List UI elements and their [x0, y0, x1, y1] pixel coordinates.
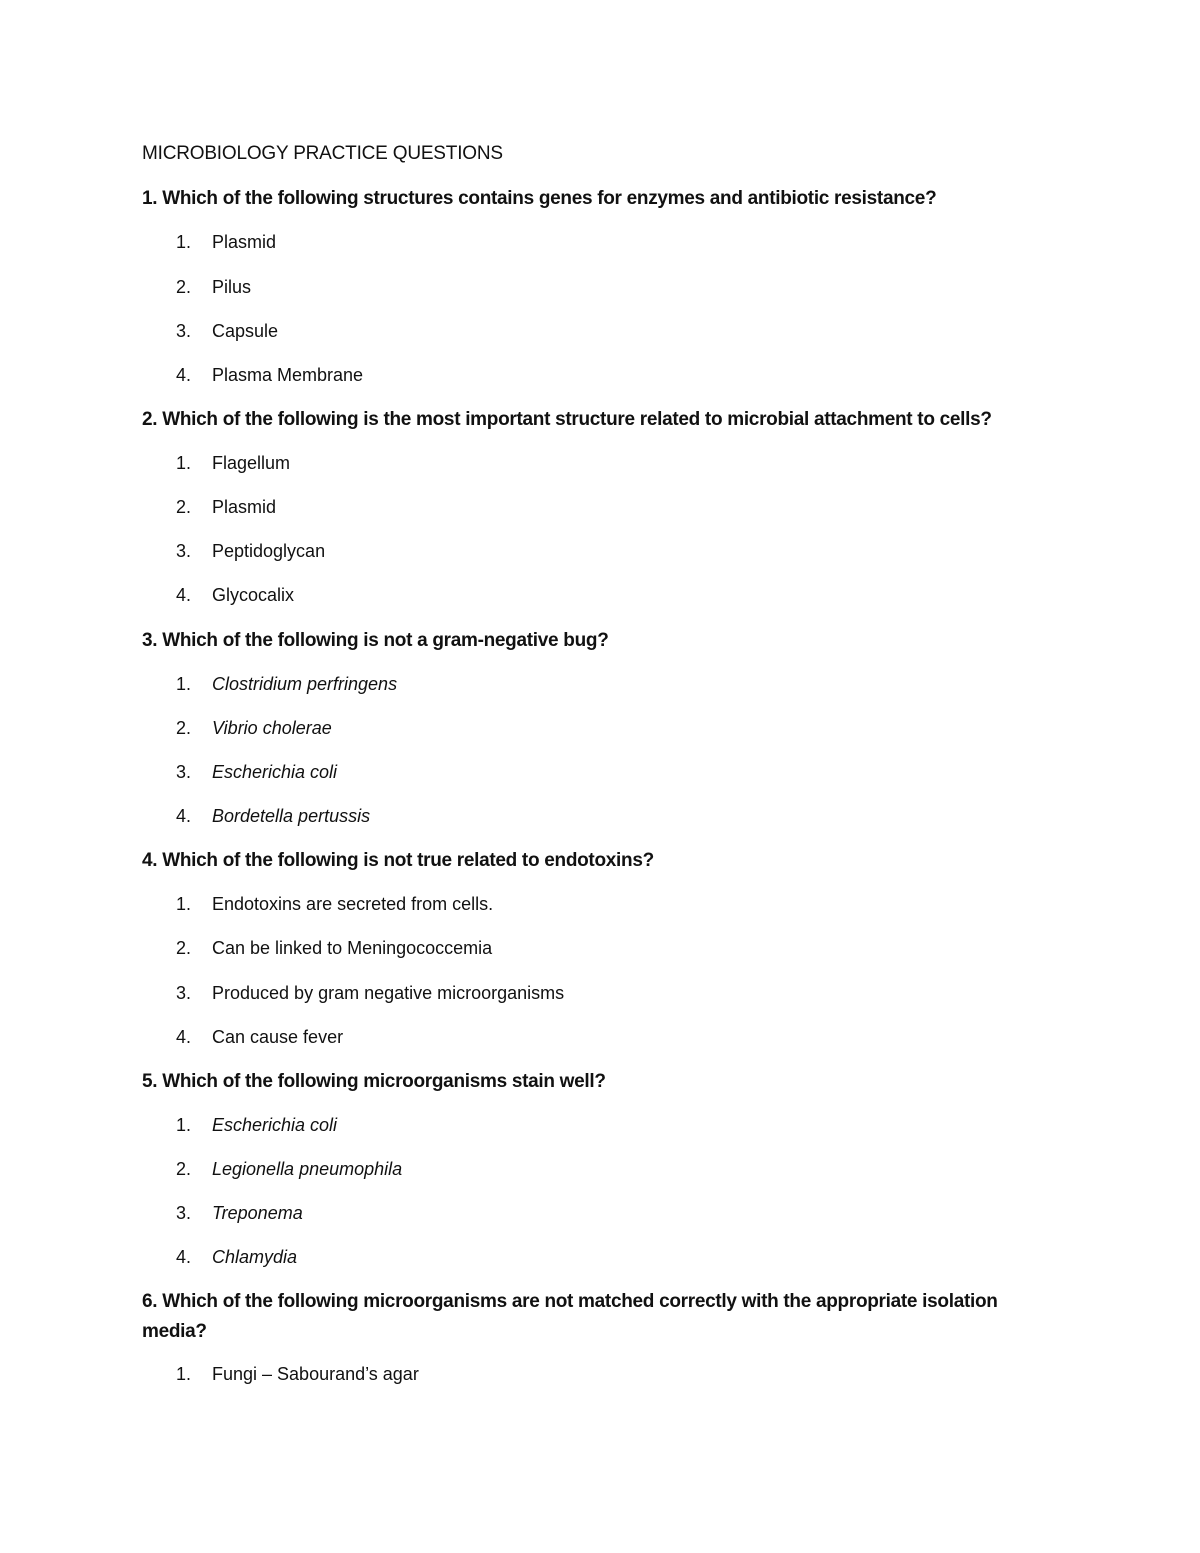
- question-3: 3. Which of the following is not a gram-negative bug?: [142, 630, 609, 651]
- option-text: Plasma Membrane: [212, 365, 364, 385]
- option-number: 4.: [176, 1027, 192, 1047]
- option-number: 1.: [176, 1115, 192, 1135]
- option-1-4: [176, 365, 363, 386]
- option-3-3: [176, 762, 337, 783]
- option-number: 4.: [176, 585, 192, 605]
- option-text: Can cause fever: [212, 1027, 344, 1047]
- document-title: MICROBIOLOGY PRACTICE QUESTIONS: [142, 143, 503, 164]
- option-3-1: [176, 674, 397, 695]
- option-4-2: [176, 938, 492, 959]
- option-number: 2.: [176, 938, 192, 958]
- option-5-1: [176, 1115, 337, 1136]
- option-text: Glycocalix: [212, 585, 295, 605]
- option-1-3: [176, 321, 278, 342]
- option-number: 2.: [176, 718, 192, 738]
- option-text: Endotoxins are secreted from cells.: [212, 894, 494, 914]
- question-1: 1. Which of the following structures contains genes for enzymes and antibiotic resistance?: [142, 188, 937, 209]
- option-text: Can be linked to Meningococcemia: [212, 938, 493, 958]
- option-text: Fungi – Sabourand’s agar: [212, 1364, 419, 1384]
- option-5-2: [176, 1159, 402, 1180]
- option-number: 3.: [176, 321, 192, 341]
- option-2-2: [176, 497, 276, 518]
- option-text: Escherichia coli: [212, 1115, 338, 1135]
- question-4: 4. Which of the following is not true related to endotoxins?: [142, 850, 654, 871]
- option-number: 4.: [176, 365, 192, 385]
- option-number: 4.: [176, 806, 192, 826]
- option-4-1: [176, 894, 493, 915]
- option-text: Capsule: [212, 321, 279, 341]
- option-number: 2.: [176, 277, 192, 297]
- option-text: Pilus: [212, 277, 252, 297]
- option-text: Peptidoglycan: [212, 541, 326, 561]
- option-number: 4.: [176, 1247, 192, 1267]
- option-5-4: [176, 1247, 297, 1268]
- option-text: Escherichia coli: [212, 762, 338, 782]
- option-1-2: [176, 277, 251, 298]
- option-2-3: [176, 541, 325, 562]
- option-number: 3.: [176, 1203, 192, 1223]
- option-number: 1.: [176, 674, 192, 694]
- option-number: 3.: [176, 541, 192, 561]
- question-2: 2. Which of the following is the most important structure related to microbial attachment to cells?: [142, 409, 992, 430]
- option-text: Chlamydia: [212, 1247, 298, 1267]
- option-number: 1.: [176, 453, 192, 473]
- option-text: Produced by gram negative microorganisms: [212, 983, 565, 1003]
- option-2-4: [176, 585, 294, 606]
- option-number: 2.: [176, 1159, 192, 1179]
- option-text: Legionella pneumophila: [212, 1159, 403, 1179]
- option-text: Flagellum: [212, 453, 291, 473]
- option-number: 3.: [176, 983, 192, 1003]
- option-text: Plasmid: [212, 232, 277, 252]
- option-text: Treponema: [212, 1203, 303, 1223]
- option-text: Clostridium perfringens: [212, 674, 398, 694]
- option-number: 1.: [176, 894, 192, 914]
- option-text: Bordetella pertussis: [212, 806, 371, 826]
- option-3-2: [176, 718, 332, 739]
- option-1-1: [176, 232, 276, 253]
- option-3-4: [176, 806, 370, 827]
- question-6: 6. Which of the following microorganisms are not matched correctly with the appropriate isolation media?: [142, 1291, 998, 1342]
- option-2-1: [176, 453, 290, 474]
- option-text: Vibrio cholerae: [212, 718, 332, 738]
- option-5-3: [176, 1203, 303, 1224]
- question-5: 5. Which of the following microorganisms stain well?: [142, 1071, 606, 1092]
- option-number: 2.: [176, 497, 192, 517]
- option-4-3: [176, 983, 564, 1004]
- option-text: Plasmid: [212, 497, 277, 517]
- option-4-4: [176, 1027, 343, 1048]
- option-number: 1.: [176, 1364, 192, 1384]
- option-number: 1.: [176, 232, 192, 252]
- option-6-1: [176, 1364, 419, 1385]
- option-number: 3.: [176, 762, 192, 782]
